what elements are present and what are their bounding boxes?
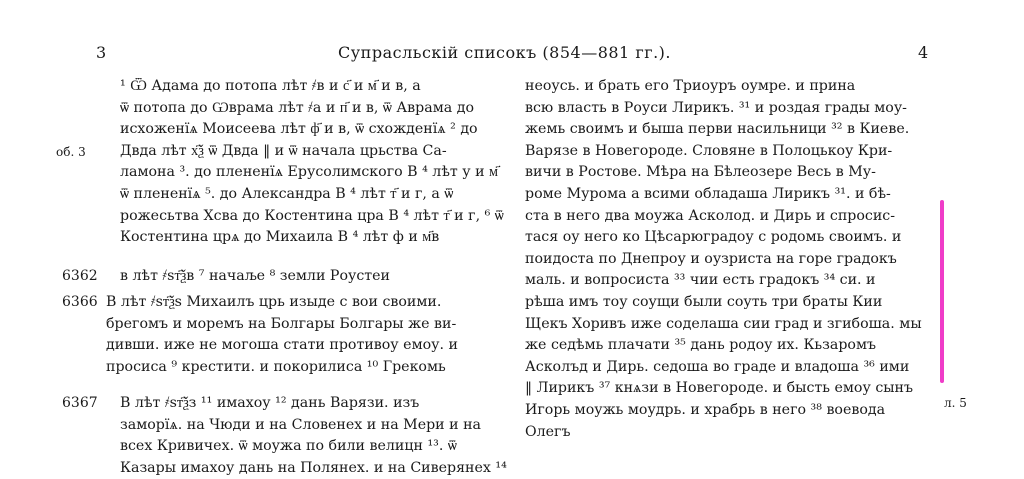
text-line: рожесьтва Хсва до Костентина цра В ⁴ лѣт т҃ и г, ⁶ ѿ	[120, 207, 504, 224]
text-line: ‖ Лирикъ ³⁷ кнѧзи в Новегороде. и бысть емоу сынъ	[525, 380, 914, 397]
text-line: исхоженїѧ Моисеева лѣт ф҃ и в, ѿ схожденїѧ ² до	[120, 121, 478, 138]
highlight-marker-bar	[940, 200, 944, 383]
text-line: вичи в Ростове. Мѣра на Бѣлеозере Весь в Му-	[525, 164, 876, 181]
entry-6367	[120, 393, 507, 479]
running-title: Супрасльскій списокъ (854—881 гг.).	[338, 43, 671, 62]
year-label: 6367	[62, 395, 98, 411]
text-line: В лѣт ҂ѕт҃ѯѕ Михаилъ црь изыде с вои своими.	[106, 294, 442, 310]
text-line: Олегъ	[525, 423, 571, 440]
left-column-block1	[120, 76, 504, 256]
margin-note-ob: об. 3	[56, 145, 86, 159]
entry-6362	[120, 266, 500, 288]
text-line: Щекъ Хоривъ иже соделаша сии град и згибоша. мы	[525, 315, 922, 332]
text-line: Игорь моужь моудрь. и храбрь в него ³⁸ воевода	[525, 402, 886, 418]
text-line: ¹ Ѿ Адама до потопа лѣт ҂в и с҃ и м҃ и в, а	[120, 78, 421, 94]
text-line: тася оу него ко Цѣсарюградоу с родомь своимъ. и	[525, 229, 902, 246]
text-line: Казары имахоу дань на Полянех. и на Сиверянех ¹⁴	[120, 459, 507, 476]
text-line: Костентина црѧ до Михаила В ⁴ лѣт ф и м҃в	[120, 229, 440, 246]
text-line: рѣша имъ тоу соущи были соуть три браты Кии	[525, 294, 883, 310]
text-line: Варязе в Новегороде. Словяне в Полоцькоу Кри-	[525, 142, 893, 159]
text-line: жемь своимъ и быша перви насильници ³² в Киеве.	[525, 121, 910, 138]
text-line: всю власть в Роуси Лирикъ. ³¹ и роздая грады моу-	[525, 99, 907, 116]
text-line: Двда лѣт х҃ѯ ѿ Двда ‖ и ѿ начала црьства Са-	[120, 142, 447, 159]
text-line: неоусь. и брать его Триоуръ оумре. и прина	[525, 78, 856, 94]
year-label: 6366	[62, 294, 98, 310]
margin-note-l5: л. 5	[944, 396, 967, 410]
text-line: заморїѧ. на Чюди и на Словенех и на Мери и на	[120, 416, 482, 433]
entry-6366	[106, 292, 500, 380]
text-line: брегомъ и моремъ на Болгары Болгары же ви-	[106, 315, 457, 332]
right-page-number: 4	[918, 43, 929, 62]
text-line: ста в него два моужа Асколод. и Дирь и спросис-	[525, 207, 896, 224]
text-line: просиса ⁹ крестити. и покорилиса ¹⁰ Грекомь	[106, 358, 446, 375]
text-line: поидоста по Днепроу и оузриста на горе градокъ	[525, 250, 897, 267]
text-line: Асколъд и Дирь. седоша во граде и владоша ³⁶ ими	[525, 358, 910, 375]
text-line: дивши. иже не могоша стати противоу емоу. и	[106, 337, 458, 354]
text-line: всех Кривичех. ѿ моужа по били велицн ¹³. ѿ	[120, 438, 457, 455]
text-line: же седѣмь плачати ³⁵ дань родоу их. Кьзаромъ	[525, 337, 877, 354]
text-line: в лѣт ҂ѕт҃ѯв ⁷ начаље ⁸ земли Роустеи	[120, 268, 390, 284]
text-line: роме Мурома а всими обладаша Лирикъ ³¹. и бѣ-	[525, 186, 891, 202]
right-column	[525, 76, 930, 456]
year-label: 6362	[62, 268, 98, 284]
text-line: маль. и вопросиста ³³ чии есть градокъ ³⁴ си. и	[525, 272, 876, 289]
text-line: ламона ³. до плененїѧ Ерусолимского В ⁴ лѣт у и м҃	[120, 164, 499, 181]
text-line: ѿ потопа до Ѡврама лѣт ҂а и п҃ и в, ѿ Аврама до	[120, 99, 474, 116]
text-line: В лѣт ҂ѕт҃ѯз ¹¹ имахоу ¹² дань Варязи. изъ	[120, 395, 420, 411]
left-page-number: 3	[96, 43, 107, 62]
text-line: ѿ плененїѧ ⁵. до Александра В ⁴ лѣт т҃ и г, а ѿ	[120, 186, 454, 202]
